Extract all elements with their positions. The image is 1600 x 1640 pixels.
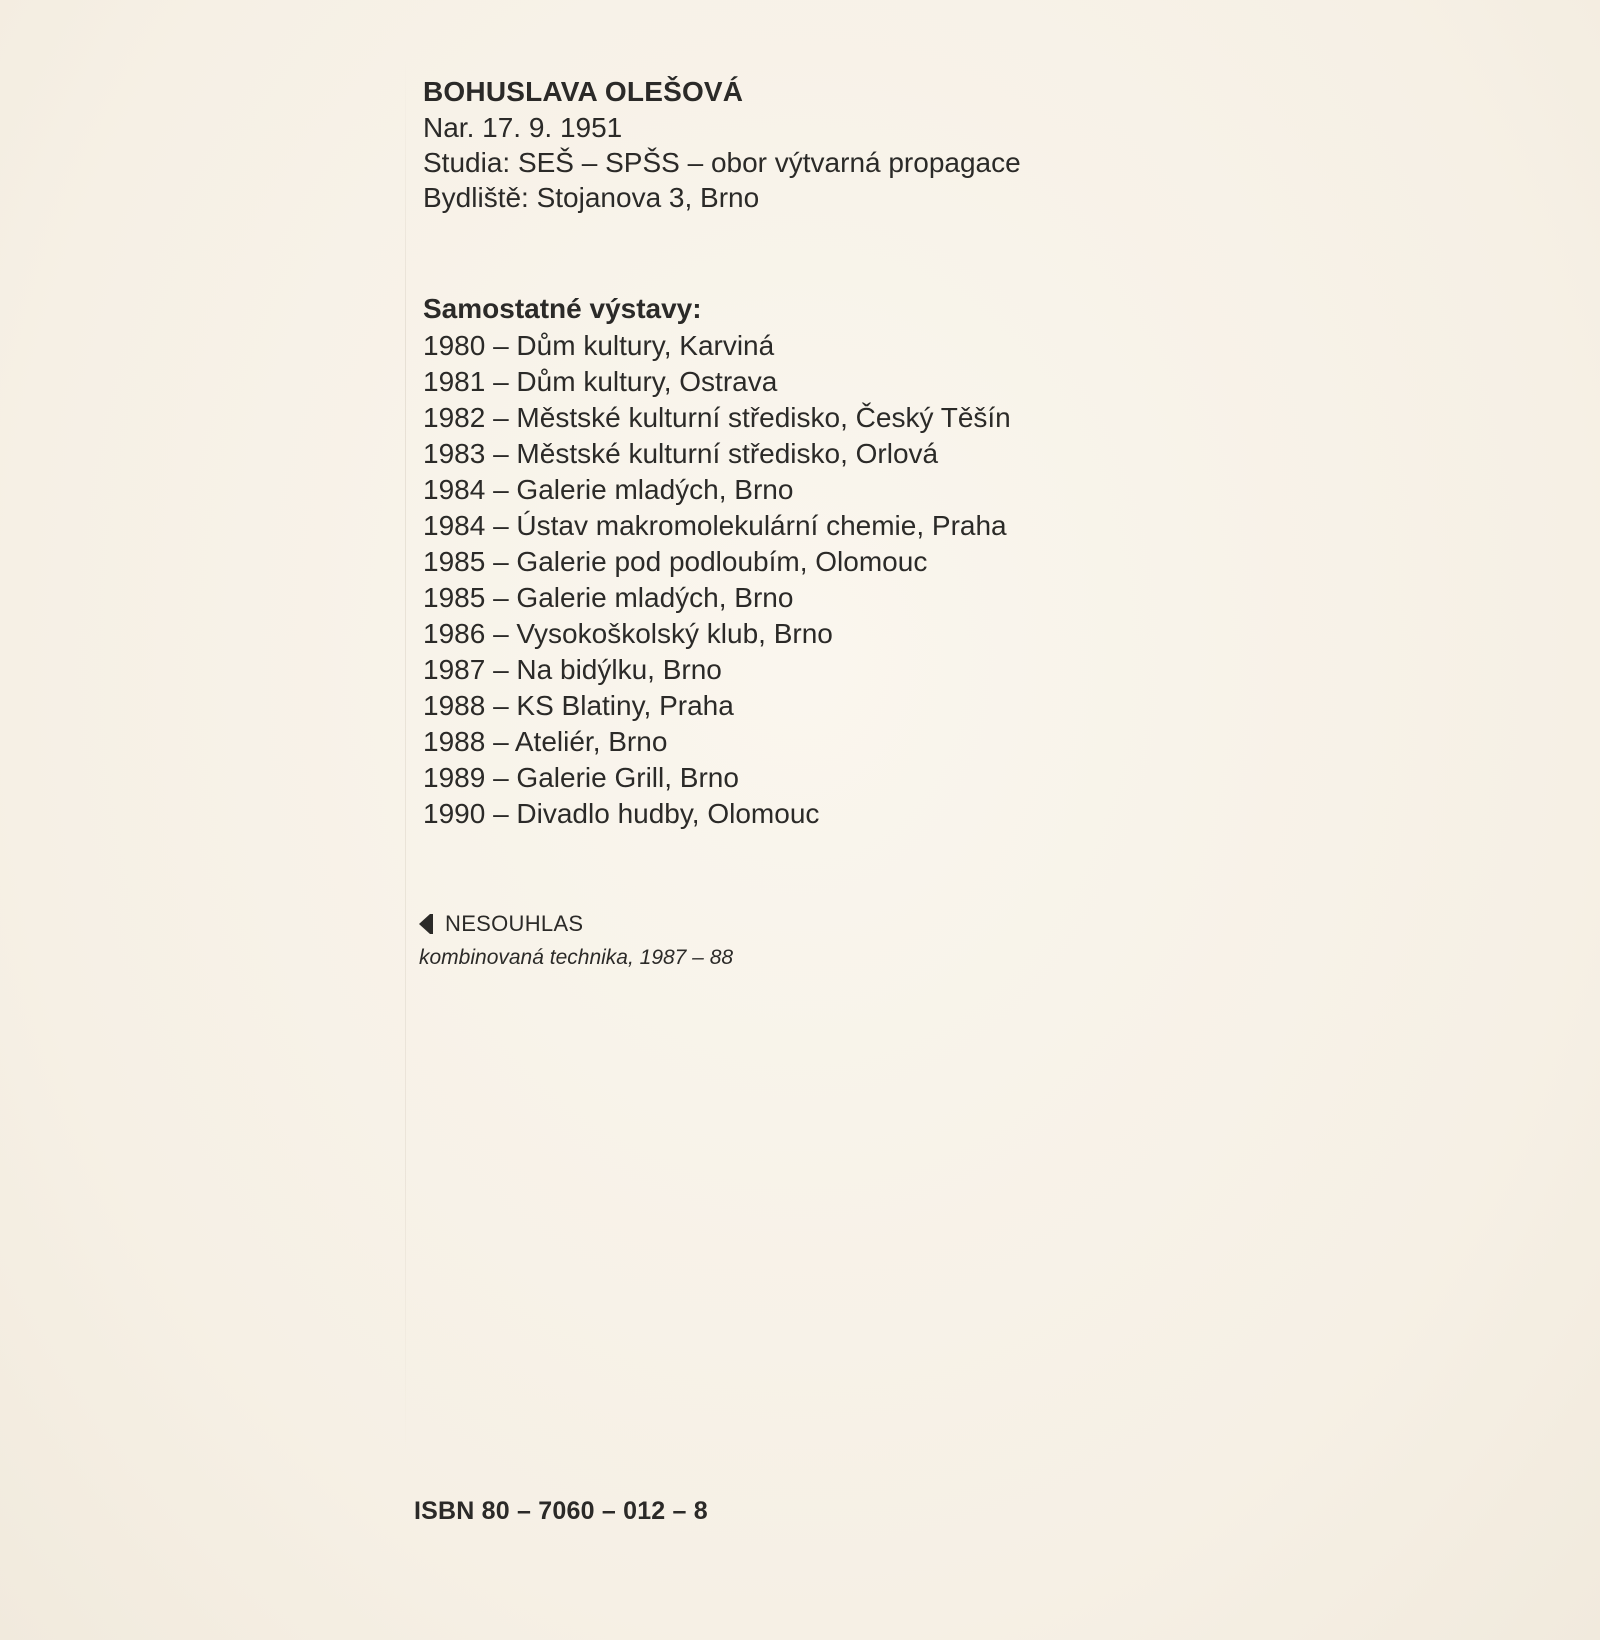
list-item: 1989 – Galerie Grill, Brno [423, 762, 739, 793]
artist-name: BOHUSLAVA OLEŠOVÁ [423, 76, 744, 107]
isbn: ISBN 80 – 7060 – 012 – 8 [414, 1497, 708, 1525]
list-item: 1982 – Městské kulturní středisko, Český Těšín [423, 402, 1011, 433]
birth-date: Nar. 17. 9. 1951 [423, 112, 623, 143]
page-fold-line [405, 60, 406, 1460]
list-item: 1984 – Galerie mladých, Brno [423, 474, 794, 505]
list-item: 1985 – Galerie mladých, Brno [423, 582, 794, 613]
list-item: 1988 – KS Blatiny, Praha [423, 690, 734, 721]
list-item: 1981 – Dům kultury, Ostrava [423, 366, 778, 397]
caption-title-row [419, 908, 1019, 940]
artwork-technique: kombinovaná technika, 1987 – 88 [419, 946, 734, 969]
exhibitions-list [423, 328, 1183, 832]
list-item: 1987 – Na bidýlku, Brno [423, 654, 722, 685]
list-item: 1980 – Dům kultury, Karviná [423, 330, 775, 361]
solo-exhibitions [423, 290, 1183, 832]
triangle-left-icon [419, 914, 430, 934]
list-item: 1986 – Vysokoškolský klub, Brno [423, 618, 833, 649]
residence: Bydliště: Stojanova 3, Brno [423, 182, 760, 213]
artist-bio [423, 74, 1183, 215]
list-item: 1984 – Ústav makromolekulární chemie, Praha [423, 510, 1007, 541]
artwork-caption [419, 908, 1019, 974]
list-item: 1983 – Městské kulturní středisko, Orlová [423, 438, 939, 469]
list-item: 1990 – Divadlo hudby, Olomouc [423, 798, 820, 829]
list-item: 1985 – Galerie pod podloubím, Olomouc [423, 546, 928, 577]
studies: Studia: SEŠ – SPŠS – obor výtvarná propagace [423, 147, 1021, 178]
exhibitions-heading: Samostatné výstavy: [423, 293, 702, 324]
artwork-title: NESOUHLAS [445, 911, 584, 936]
list-item: 1988 – Ateliér, Brno [423, 726, 668, 757]
